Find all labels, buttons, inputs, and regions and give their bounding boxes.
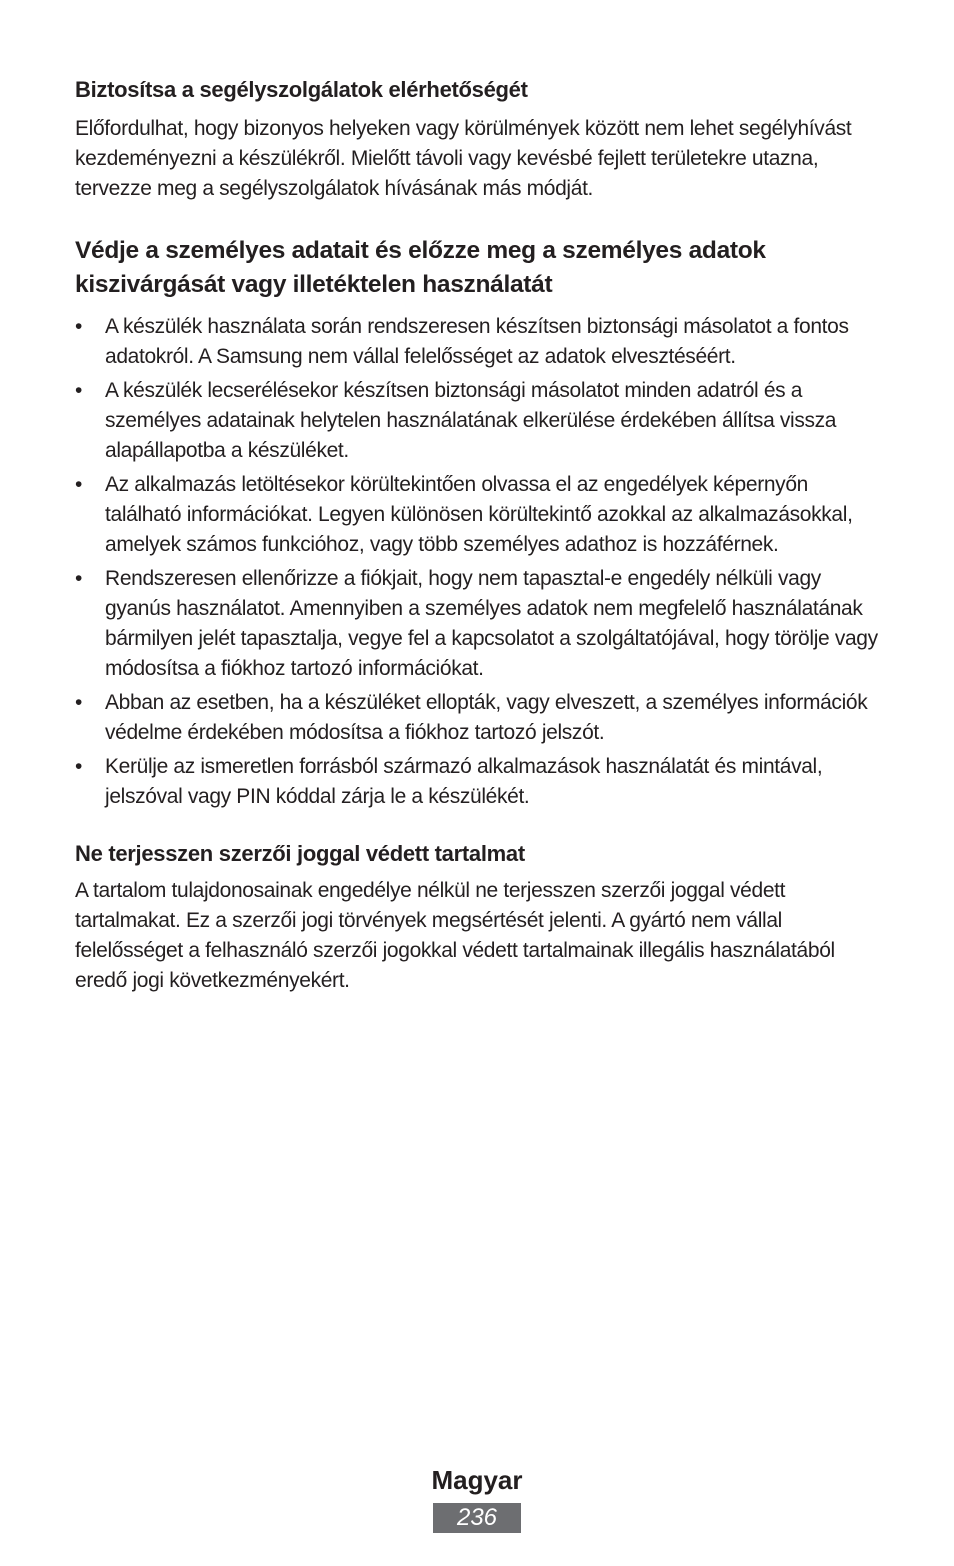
section-body-copyright: A tartalom tulajdonosainak engedélye nélkül ne terjesszen szerzői joggal védett tartalmakat. Ez a szerzői jogi törvények megsértését jelenti. A gyártó nem vállal felelősséget a felhasználó szerzői jogokkal védett tartalmainak illegális használatából eredő jogi következményekért. xyxy=(75,879,835,992)
personal-data-bullet-list xyxy=(75,312,881,812)
bullet-text: A készülék lecserélésekor készítsen biztonsági másolatot minden adatról és a személyes adatainak helytelen használatának elkerülése érdekében állítsa vissza alapállapotba a készüléket. xyxy=(105,379,837,462)
section-heading-emergency-services: Biztosítsa a segélyszolgálatok elérhetőségét xyxy=(75,77,528,102)
bullet-item xyxy=(75,470,881,560)
bullet-text: A készülék használata során rendszeresen készítsen biztonsági másolatot a fontos adatokról. A Samsung nem vállal felelősséget az adatok elvesztéséért. xyxy=(105,315,849,368)
bullet-icon: • xyxy=(75,473,83,496)
footer-language: Magyar xyxy=(431,1465,523,1495)
bullet-item xyxy=(75,376,881,466)
bullet-text: Rendszeresen ellenőrizze a fiókjait, hogy nem tapasztal-e engedély nélküli vagy gyanús használatot. Amennyiben a személyes adatok nem megfelelő használatának bármilyen jelét tapasztalja, vegye fel a kapcsolatot a szolgáltatójával, hogy törölje vagy módosítsa a fiókhoz tartozó információkat. xyxy=(105,567,878,680)
bullet-item xyxy=(75,688,881,748)
bullet-item xyxy=(75,312,881,372)
section-heading-personal-data: Védje a személyes adatait és előzze meg a személyes adatok kiszivárgását vagy illetéktelen használatát xyxy=(75,237,766,298)
bullet-item xyxy=(75,564,881,684)
bullet-text: Abban az esetben, ha a készüléket ellopták, vagy elveszett, a személyes információk védelme érdekében módosítsa a fiókhoz tartozó jelszót. xyxy=(105,691,868,744)
bullet-icon: • xyxy=(75,567,83,590)
page-footer xyxy=(0,1462,954,1533)
bullet-item xyxy=(75,752,881,812)
bullet-icon: • xyxy=(75,755,83,778)
bullet-text: Az alkalmazás letöltésekor körültekintően olvassa el az engedélyek képernyőn található információkat. Legyen különösen körültekintő azokkal az alkalmazásokkal, amelyek számos funkcióhoz, vagy több személyes adathoz is hozzáférnek. xyxy=(105,473,853,556)
bullet-text: Kerülje az ismeretlen forrásból származó alkalmazások használatát és mintával, jelszóval vagy PIN kóddal zárja le a készülékét. xyxy=(105,755,823,808)
document-page xyxy=(75,72,881,996)
bullet-icon: • xyxy=(75,379,83,402)
bullet-icon: • xyxy=(75,315,83,338)
section-heading-copyright: Ne terjesszen szerzői joggal védett tartalmat xyxy=(75,841,525,866)
bullet-icon: • xyxy=(75,691,83,714)
section-body-emergency-services: Előfordulhat, hogy bizonyos helyeken vagy körülmények között nem lehet segélyhívást kezdeményezni a készülékről. Mielőtt távoli vagy kevésbé fejlett területekre utazna, tervezze meg a segélyszolgálatok hívásának más módját. xyxy=(75,117,852,200)
page-number-badge: 236 xyxy=(433,1503,521,1533)
